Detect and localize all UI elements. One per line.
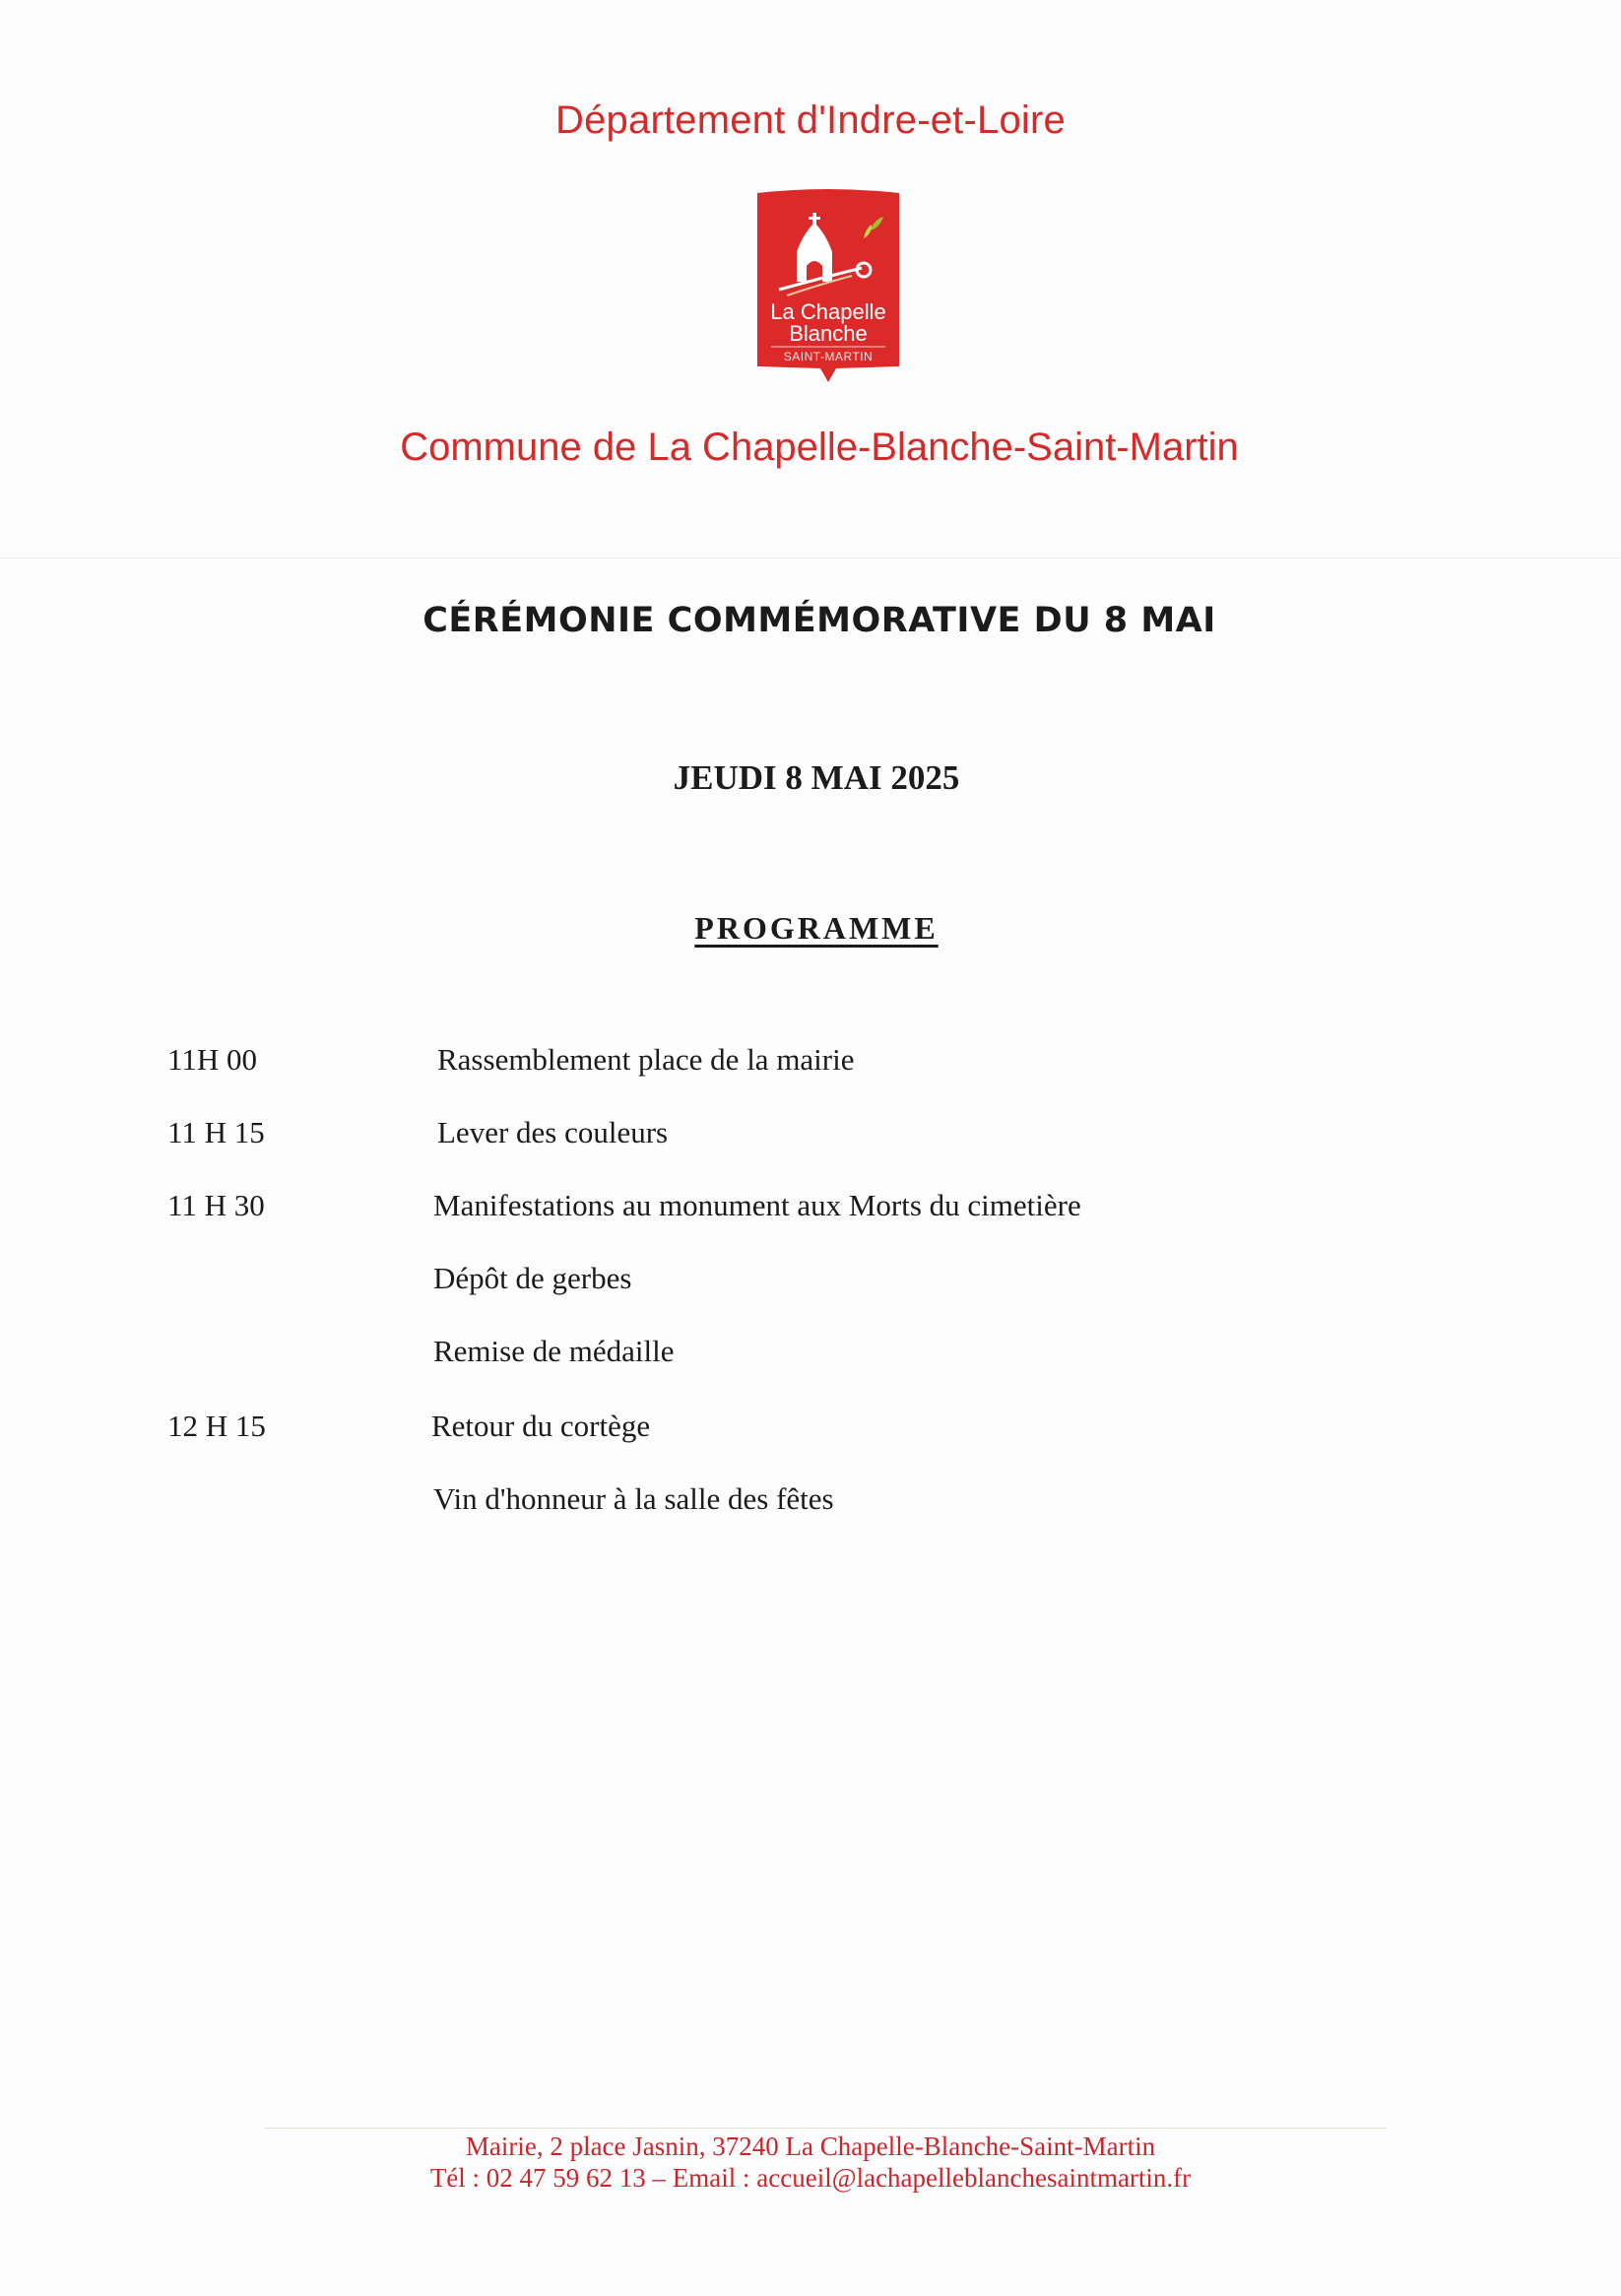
programme-activity: Lever des couleurs [437,1115,669,1149]
event-date: JEUDI 8 MAI 2025 [673,758,960,797]
programme-row [0,1042,1621,1085]
footer-contact: Tél : 02 47 59 62 13 – Email : accueil@lachapelleblanchesaintmartin.fr [429,2163,1192,2193]
footer-divider [264,2128,1387,2129]
commune-heading: Commune de La Chapelle-Blanche-Saint-Martin [400,426,1239,469]
programme-activity: Rassemblement place de la mairie [437,1042,855,1077]
programme-row [0,1334,1621,1377]
commune-logo [753,187,903,384]
department-heading: Département d'Indre-et-Loire [555,98,1066,142]
programme-row [0,1188,1621,1231]
programme-time: 11H 00 [167,1042,257,1077]
ceremony-title: CÉRÉMONIE COMMÉMORATIVE DU 8 MAI [422,601,1216,640]
programme-activity: Vin d'honneur à la salle des fêtes [433,1481,834,1516]
programme-heading: PROGRAMME [694,910,939,946]
programme-activity: Manifestations au monument aux Morts du cimetière [433,1188,1081,1222]
programme-row [0,1115,1621,1158]
logo-line1: La Chapelle [770,299,886,324]
programme-row [0,1481,1621,1525]
logo-line2: Blanche [789,321,868,346]
programme-time: 12 H 15 [167,1409,266,1443]
programme-time: 11 H 30 [167,1188,265,1222]
programme-activity: Remise de médaille [433,1334,675,1368]
logo-line3: SAINT-MARTIN [783,350,874,363]
programme-row [0,1261,1621,1304]
programme-row [0,1409,1621,1452]
footer-address: Mairie, 2 place Jasnin, 37240 La Chapelle-Blanche-Saint-Martin [465,2132,1156,2161]
programme-activity: Retour du cortège [431,1409,651,1443]
programme-time: 11 H 15 [167,1115,265,1149]
programme-activity: Dépôt de gerbes [433,1261,632,1295]
